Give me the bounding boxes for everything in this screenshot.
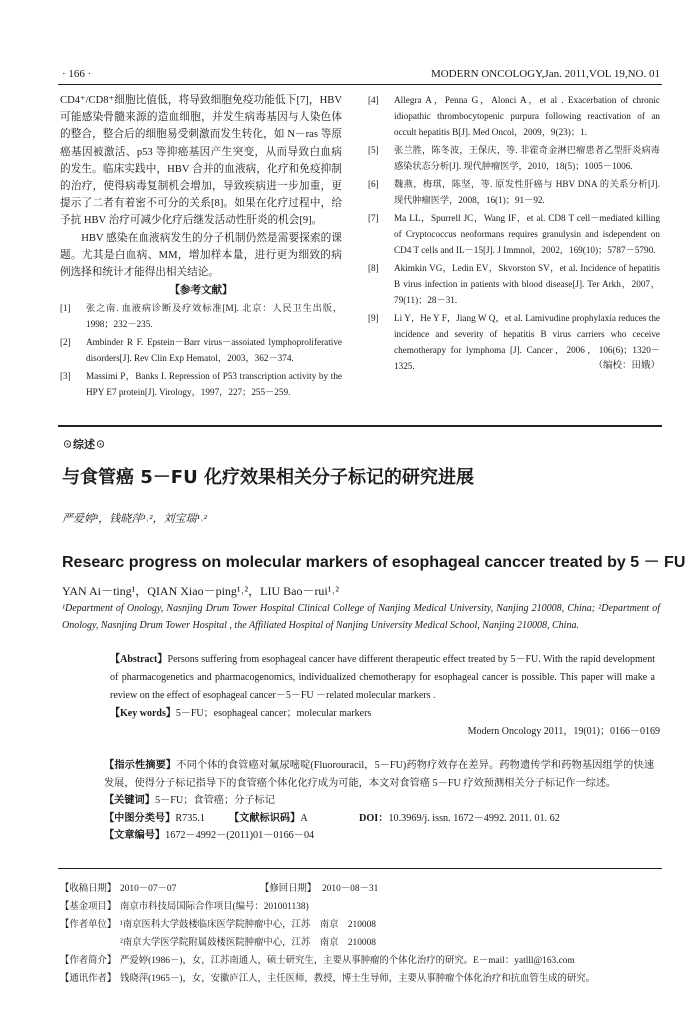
bio-text: 严爱婷(1986－)，女，江苏南通人，硕士研究生，主要从事肿瘤的个体化治疗的研究。E－mail：yatlll@163.com (120, 956, 575, 966)
clc-value: R735.1 (175, 812, 206, 824)
article-title-cn: 与食管癌 5－FU 化疗效果相关分子标记的研究进展 (62, 467, 474, 488)
bio-label: 【作者简介】 (60, 956, 117, 966)
reference-number: [1] (60, 303, 71, 314)
cn-abstract-text: 不同个体的食管癌对氟尿嘧啶(Fluorouracil，5－FU)药物疗效存在差异。药物遗传学和药物基因组学的快速发展，使得分子标记指导下的食管癌个体化化疗成为可能，本文对食管癌 5－FU 疗效预测相关分子标记作一综述。 (104, 760, 655, 789)
reference-text: Ambinder R F. Epstein－Barr virus－assoiated lymphoproliferative disorders[J]. Rev Clin Exp Hematol，2003，362－374. (86, 337, 342, 364)
reference-text: Allegra A，Penna G，Alonci A，et al . Exacerbation of chronic idiopathic thrombocytopenic purpura following reactivation of an occult hepatitis B[J]. Med Oncol，2009，9(23)；1. (394, 95, 660, 137)
cn-keywords-text: 5－FU；食管癌；分子标记 (154, 795, 275, 806)
reference-text: Massimi P，Banks I. Repression of P53 transcription activity by the HPY E7 protein[J]. Virology，1997，227；255－259. (86, 371, 342, 398)
reference-text: Li Y，He Y F，Jiang W Q，et al. Lamivudine prophylaxia reduces the incidence and severity of hepatitis B virus carriers who ceceive chemotherapy for lymphoma [J]. Cancer，2006，106(6)；1320－1325. (394, 313, 660, 371)
reference-number: [8] (368, 263, 379, 273)
references-title: 【参考文献】 (169, 285, 233, 297)
footnotes (60, 880, 660, 988)
article-no-label: 【文章编号】 (104, 830, 166, 841)
clc-label: 【中图分类号】 (104, 812, 176, 824)
received-label: 【收稿日期】 (60, 884, 117, 894)
abstract-label: 【Abstract】 (110, 654, 168, 665)
keywords-label: 【Key words】 (110, 708, 176, 719)
section-rule (58, 425, 662, 427)
article-no-value: 1672－4992－(2011)01－0166－04 (165, 830, 315, 841)
doi-label: DOI： (359, 812, 389, 824)
editor-note: （编校：田娥） (593, 361, 660, 371)
reference-item (368, 92, 660, 140)
body-paragraph: HBV 感染在血液病发生的分子机制仍然是需要探索的课题。尤其是白血病、MM，增加样本量，进行更为细致的病例选择和统计才能得出相关结论。 (60, 232, 342, 279)
reference-number: [3] (60, 371, 71, 382)
revised-label: 【修回日期】 (260, 884, 317, 894)
right-column (368, 92, 660, 375)
reference-number: [4] (368, 95, 379, 105)
unit-1: ¹南京医科大学鼓楼临床医学院肿瘤中心，江苏 南京 210008 (120, 920, 376, 930)
doi-value: 10.3969/j. issn. 1672－4992. 2011. 01. 62 (388, 812, 560, 824)
reference-item (368, 210, 660, 258)
cn-keywords-label: 【关键词】 (104, 795, 155, 806)
keywords-text: 5－FU；esophageal cancer；molecular markers (175, 708, 372, 719)
abstract-en (110, 651, 655, 723)
reference-item (368, 260, 660, 308)
reference-text: 魏燕，梅琪，陈坚，等. 原发性肝癌与 HBV DNA 的关系分析[J]. 现代肿瘤医学，2008，16(1)；91－92. (394, 179, 660, 205)
left-column (60, 92, 342, 402)
unit-2: ²南京大学医学院附属鼓楼医院肿瘤中心，江苏 南京 210008 (120, 938, 376, 948)
reference-text: 张之南. 血液病诊断及疗效标准[M]. 北京：人民卫生出版，1998；232－235. (86, 303, 342, 330)
reference-text: 张兰胜，陈冬波，王保庆，等. 非霍奇金淋巴瘤患者乙型肝炎病毒感染状态分析[J]. 现代肿瘤医学，2010，18(5)；1005－1006. (394, 145, 660, 171)
reference-number: [9] (368, 313, 379, 323)
reference-item (368, 142, 660, 174)
abstract-text: Persons suffering from esophageal cancer have different therapeutic effect treated by 5－FU. With the rapid development of pharmacogenetics and pharmacogenomics, individualized chemotherapy for esophageal cancer is possible. This paper will make a review on the effect of esophageal cancer－5－FU －related molecular markers . (110, 654, 655, 701)
header-rule (58, 84, 662, 85)
authors-en: YAN Ai－ting¹，QIAN Xiao－ping¹˒²，LIU Bao－rui¹˒² (62, 584, 339, 598)
doc-code-label: 【文献标识码】 (229, 812, 301, 824)
citation: Modern Oncology 2011，19(01)；0166－0169 (467, 726, 660, 737)
corr-text: 钱晓萍(1965－)，女，安徽庐江人，主任医师，教授，博士生导师，主要从事肿瘤个体化治疗和抗血管生成的研究。 (120, 974, 595, 984)
journal-header: MODERN ONCOLOGY,Jan. 2011,VOL 19,NO. 01 (430, 68, 660, 80)
reference-item (60, 334, 342, 366)
reference-item (60, 300, 342, 332)
fund-label: 【基金项目】 (60, 902, 117, 912)
reference-text: Akimkin VG，Ledin EV，Skvorston SV，et al. Incidence of hepatitis B virus infection in patients with blood disease[J]. Ter Arkh，2007，79(11)；28－31. (394, 263, 660, 305)
reference-number: [2] (60, 337, 71, 348)
section-label: ☉综述☉ (62, 439, 106, 451)
reference-item (60, 368, 342, 400)
article-title-en: Researc progress on molecular markers of esophageal canccer treated by 5 － FU (62, 554, 686, 571)
reference-text: Ma LL，Spurrell JC，Wang IF，et al. CD8 T cell－mediated killing of Cryptococcus neoformans requires granulysin and isdependent on CD4 T cells and IL－15[J]. J Immnol，2002，169(10)；5787－5790. (394, 213, 660, 255)
affiliation-en: ¹Department of Onology, Nasnjing Drum Tower Hospital Clinical College of Nanjing Medical University, Nanjing 210008, China; ²Department of Onology, Nasnjing Drum Tower Hospital , the Affiliated Hospital of Nanjing University Medical School, Nanjing 210008, China. (62, 603, 660, 631)
body-paragraph: CD4⁺/CD8⁺细胞比值低，将导致细胞免疫功能低下[7]，HBV可能感染骨髓来源的造血细胞，并发生病毒基因与人染色体的整合，整合后的细胞易受刺激而发生转化，如 N－ras 等原癌基因被激活、p53 等抑癌基因产生突变，从而导致白血病的发生。临床实践中，HBV 合并的血液病，化疗和免疫抑制的治疗，使得病毒复制机会增加，导致疾病进一步加重，更提示了二者有着密不可分的关系[8]。如果在化疗过程中，给予抗 HBV 治疗可减少化疗后继发活动性肝炎的机会[9]。 (60, 95, 342, 227)
reference-number: [5] (368, 145, 379, 155)
fund-text: 南京市科技局国际合作项目(编号：201001138) (120, 902, 309, 912)
cn-abstract-label: 【指示性摘要】 (104, 760, 177, 771)
reference-number: [6] (368, 179, 379, 189)
unit-label: 【作者单位】 (60, 920, 117, 930)
footnote-rule (58, 868, 662, 869)
authors-cn: 严爱婷¹，钱晓萍¹˒²，刘宝瑞¹˒² (62, 513, 207, 525)
reference-item (368, 176, 660, 208)
page-number: · 166 · (62, 68, 92, 80)
abstract-cn (104, 757, 654, 845)
corr-label: 【通讯作者】 (60, 974, 117, 984)
revised-date: 2010－08－31 (322, 884, 379, 894)
received-date: 2010－07－07 (120, 884, 177, 894)
doc-code-value: A (300, 812, 308, 824)
reference-number: [7] (368, 213, 379, 223)
